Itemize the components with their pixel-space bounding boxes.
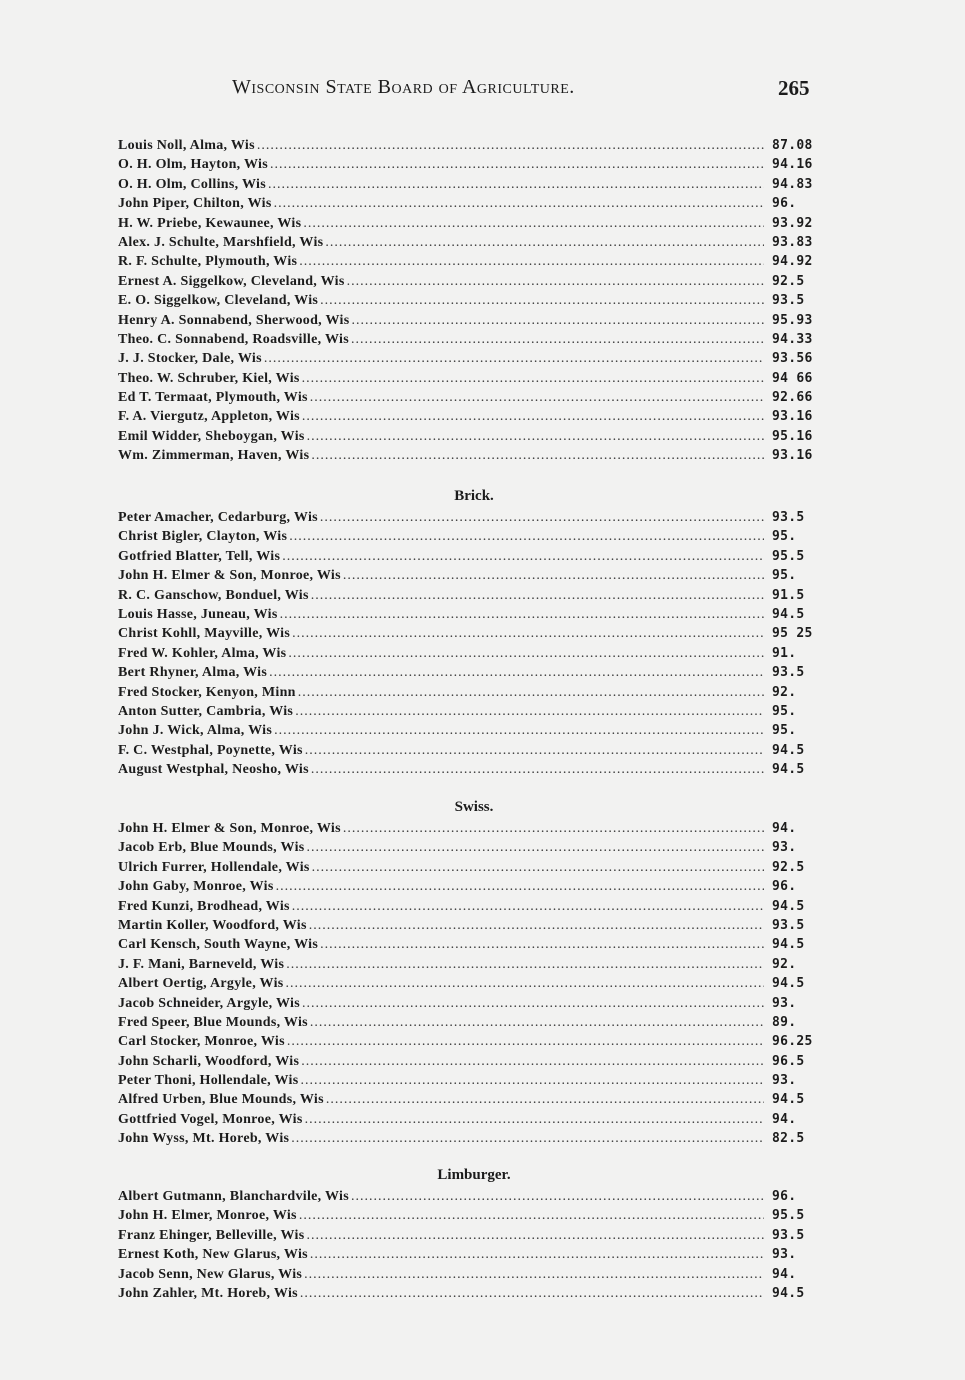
dot-leader [276,877,764,896]
entry-row [118,644,830,663]
exhibitor-name: Fred W. Kohler, Alma, Wis [118,645,287,661]
dot-leader [311,586,764,605]
dot-leader [305,741,764,760]
entry-row [118,1265,830,1284]
score: 93.92 [772,215,813,231]
entry-row [118,721,830,740]
score: 94.5 [772,898,805,914]
entry-row [118,916,830,935]
dot-leader [299,252,764,271]
entry-row [118,155,830,174]
dot-leader [320,935,764,954]
dot-leader [287,1032,764,1051]
dot-leader [309,916,764,935]
score: 93. [772,1247,797,1263]
dot-leader [300,1284,764,1303]
score: 93.16 [772,409,813,425]
score: 94.5 [772,1285,805,1301]
exhibitor-name: Alex. J. Schulte, Marshfield, Wis [118,234,324,250]
exhibitor-name: Ed T. Termaat, Plymouth, Wis [118,390,308,406]
entry-row [118,175,830,194]
score: 93.5 [772,293,805,309]
exhibitor-name: R. F. Schulte, Plymouth, Wis [118,254,298,270]
dot-leader [326,1090,764,1109]
dot-leader [270,155,764,174]
exhibitor-name: John Piper, Chilton, Wis [118,196,272,212]
dot-leader [269,663,764,682]
exhibitor-name: John Wyss, Mt. Horeb, Wis [118,1131,290,1147]
dot-leader [292,897,764,916]
dot-leader [325,233,764,252]
score: 82.5 [772,1131,805,1147]
entry-row [118,1090,830,1109]
running-head: Wisconsin State Board of Agriculture. [232,76,575,98]
entry-row [118,252,830,271]
score: 93.83 [772,234,813,250]
exhibitor-name: Martin Koller, Woodford, Wis [118,917,307,933]
exhibitor-name: John Scharli, Woodford, Wis [118,1053,300,1069]
score: 91. [772,645,797,661]
exhibitor-name: Franz Ehinger, Belleville, Wis [118,1227,305,1243]
exhibitor-name: Carl Kensch, South Wayne, Wis [118,937,319,953]
entry-row [118,330,830,349]
dot-leader [300,1071,764,1090]
dot-leader [312,858,764,877]
entry-row [118,1284,830,1303]
entry-row [118,663,830,682]
entry-row [118,1245,830,1264]
score: 95. [772,723,797,739]
dot-leader [307,427,764,446]
entry-row [118,897,830,916]
exhibitor-name: F. A. Viergutz, Appleton, Wis [118,409,300,425]
entry-row [118,388,830,407]
score: 93. [772,840,797,856]
exhibitor-name: Ernest Koth, New Glarus, Wis [118,1247,308,1263]
score: 94. [772,1266,797,1282]
dot-leader [304,1265,764,1284]
dot-leader [274,194,764,213]
dot-leader [288,644,764,663]
score: 94.16 [772,157,813,173]
score: 96. [772,196,797,212]
score: 96. [772,1189,797,1204]
exhibitor-name: August Westphal, Neosho, Wis [118,762,309,778]
exhibitor-name: R. C. Ganschow, Bonduel, Wis [118,587,309,603]
entry-row [118,974,830,993]
score: 93.5 [772,510,805,525]
score: 94.5 [772,976,805,992]
exhibitor-name: Albert Gutmann, Blanchardvile, Wis [118,1189,349,1204]
score: 93.56 [772,351,813,367]
dot-leader [303,214,764,233]
entry-row [118,1071,830,1090]
exhibitor-name: Jacob Senn, New Glarus, Wis [118,1266,303,1282]
dot-leader [320,291,764,310]
entry-row [118,349,830,368]
score: 94.5 [772,1092,805,1108]
exhibitor-name: John H. Elmer & Son, Monroe, Wis [118,821,341,836]
dot-leader [301,1052,764,1071]
entry-row [118,194,830,213]
exhibitor-name: Carl Stocker, Monroe, Wis [118,1034,285,1050]
dot-leader [302,369,764,388]
exhibitor-name: Gotfried Blatter, Tell, Wis [118,548,281,564]
section-heading: Limburger. [437,1167,511,1183]
score: 96.25 [772,1034,813,1050]
score: 91.5 [772,587,805,603]
entry-row [118,1129,830,1148]
exhibitor-name: Wm. Zimmerman, Haven, Wis [118,448,310,464]
score: 93. [772,1073,797,1089]
score: 94.5 [772,606,805,622]
section-heading: Brick. [454,488,494,504]
score: 95. [772,568,797,584]
entry-row [118,291,830,310]
score: 92.66 [772,390,813,406]
entry-row [118,741,830,760]
entry-row [118,1032,830,1051]
dot-leader [311,446,764,465]
dot-leader [298,683,764,702]
dot-leader [286,974,764,993]
entry-row [118,214,830,233]
exhibitor-name: John Gaby, Monroe, Wis [118,879,274,895]
score: 94.33 [772,331,813,347]
entry-row [118,877,830,896]
score: 94.83 [772,176,813,192]
score: 94.5 [772,937,805,953]
dot-leader [257,136,764,155]
score: 92. [772,684,797,700]
dot-leader [302,994,764,1013]
section-cheddar-continued [118,136,830,466]
exhibitor-name: O. H. Olm, Collins, Wis [118,176,266,192]
dot-leader [343,566,764,585]
exhibitor-name: E. O. Siggelkow, Cleveland, Wis [118,293,319,309]
dot-leader [347,272,764,291]
exhibitor-name: Christ Kohll, Mayville, Wis [118,626,291,642]
entry-row [118,838,830,857]
exhibitor-name: Peter Amacher, Cedarburg, Wis [118,510,318,525]
entry-row [118,1187,830,1206]
entry-row [118,311,830,330]
score: 93.5 [772,665,805,681]
entry-row [118,819,830,838]
exhibitor-name: John J. Wick, Alma, Wis [118,723,273,739]
section-brick [118,484,830,779]
section-swiss [118,795,830,1149]
section-limburger [118,1163,830,1303]
entry-row [118,683,830,702]
exhibitor-name: Fred Stocker, Kenyon, Minn [118,684,296,700]
score: 96. [772,879,797,895]
score: 92. [772,956,797,972]
exhibitor-name: Gottfried Vogel, Monroe, Wis [118,1111,303,1127]
score: 92.5 [772,859,805,875]
entry-row [118,547,830,566]
dot-leader [320,508,764,527]
score: 94.5 [772,762,805,778]
score: 95. [772,703,797,719]
entry-row [118,858,830,877]
dot-leader [311,760,764,779]
entry-row [118,1110,830,1129]
score: 95.5 [772,548,805,564]
entry-row [118,624,830,643]
exhibitor-name: J. F. Mani, Barneveld, Wis [118,956,285,972]
entry-row [118,994,830,1013]
dot-leader [343,819,764,838]
score: 95.93 [772,312,813,328]
score: 94 66 [772,370,813,386]
entry-row [118,527,830,546]
dot-leader [306,1226,764,1245]
exhibitor-name: Louis Noll, Alma, Wis [118,138,255,153]
exhibitor-name: Henry A. Sonnabend, Sherwood, Wis [118,312,350,328]
dot-leader [307,838,764,857]
exhibitor-name: Jacob Schneider, Argyle, Wis [118,995,300,1011]
exhibitor-name: Anton Sutter, Cambria, Wis [118,703,294,719]
entry-row [118,407,830,426]
exhibitor-name: Alfred Urben, Blue Mounds, Wis [118,1092,324,1108]
exhibitor-name: John H. Elmer, Monroe, Wis [118,1208,297,1224]
dot-leader [264,349,764,368]
score: 94. [772,1111,797,1127]
score: 89. [772,1014,797,1030]
score: 93.5 [772,917,805,933]
dot-leader [310,1013,764,1032]
dot-leader [280,605,764,624]
exhibitor-name: Ulrich Furrer, Hollendale, Wis [118,859,310,875]
entry-row [118,586,830,605]
score: 93.16 [772,448,813,464]
entry-row [118,446,830,465]
exhibitor-name: Ernest A. Siggelkow, Cleveland, Wis [118,273,345,289]
exhibitor-name: Theo. W. Schruber, Kiel, Wis [118,370,300,386]
entry-row [118,1206,830,1225]
exhibitor-name: Theo. C. Sonnabend, Roadsville, Wis [118,331,349,347]
dot-leader [286,955,764,974]
dot-leader [351,330,764,349]
exhibitor-name: Louis Hasse, Juneau, Wis [118,606,278,622]
dot-leader [282,547,764,566]
exhibitor-name: Albert Oertig, Argyle, Wis [118,976,284,992]
exhibitor-name: Fred Kunzi, Brodhead, Wis [118,898,290,914]
entry-row [118,1013,830,1032]
exhibitor-name: John H. Elmer & Son, Monroe, Wis [118,568,341,584]
dot-leader [292,624,764,643]
dot-leader [302,407,764,426]
entry-row [118,272,830,291]
entry-row [118,369,830,388]
entry-row [118,233,830,252]
dot-leader [310,1245,764,1264]
entry-row [118,427,830,446]
entry-row [118,702,830,721]
dot-leader [289,527,764,546]
exhibitor-name: John Zahler, Mt. Horeb, Wis [118,1285,298,1301]
entry-row [118,955,830,974]
score: 93. [772,995,797,1011]
dot-leader [351,1187,764,1206]
score: 94.92 [772,254,813,270]
entry-row [118,1052,830,1071]
dot-leader [305,1110,764,1129]
score: 94. [772,821,797,836]
dot-leader [299,1206,764,1225]
score: 92.5 [772,273,805,289]
exhibitor-name: Christ Bigler, Clayton, Wis [118,529,288,545]
dot-leader [274,721,764,740]
score: 95 25 [772,626,813,642]
entry-row [118,1226,830,1245]
score: 95.16 [772,428,813,444]
score: 93.5 [772,1227,805,1243]
dot-leader [295,702,764,721]
exhibitor-name: Bert Rhyner, Alma, Wis [118,665,268,681]
score: 94.5 [772,742,805,758]
entry-row [118,760,830,779]
exhibitor-name: Fred Speer, Blue Mounds, Wis [118,1014,308,1030]
entry-row [118,935,830,954]
entry-row [118,136,830,155]
exhibitor-name: Emil Widder, Sheboygan, Wis [118,428,305,444]
entry-row [118,605,830,624]
dot-leader [310,388,764,407]
page-number: 265 [778,76,810,100]
score: 95. [772,529,797,545]
entry-row [118,566,830,585]
score: 96.5 [772,1053,805,1069]
exhibitor-name: H. W. Priebe, Kewaunee, Wis [118,215,302,231]
dot-leader [352,311,764,330]
score: 87.08 [772,138,813,153]
dot-leader [268,175,764,194]
entry-row [118,508,830,527]
exhibitor-name: Peter Thoni, Hollendale, Wis [118,1073,299,1089]
exhibitor-name: Jacob Erb, Blue Mounds, Wis [118,840,305,856]
score: 95.5 [772,1208,805,1224]
dot-leader [291,1129,764,1148]
exhibitor-name: F. C. Westphal, Poynette, Wis [118,742,303,758]
exhibitor-name: J. J. Stocker, Dale, Wis [118,351,262,367]
exhibitor-name: O. H. Olm, Hayton, Wis [118,157,268,173]
section-heading: Swiss. [454,799,494,815]
